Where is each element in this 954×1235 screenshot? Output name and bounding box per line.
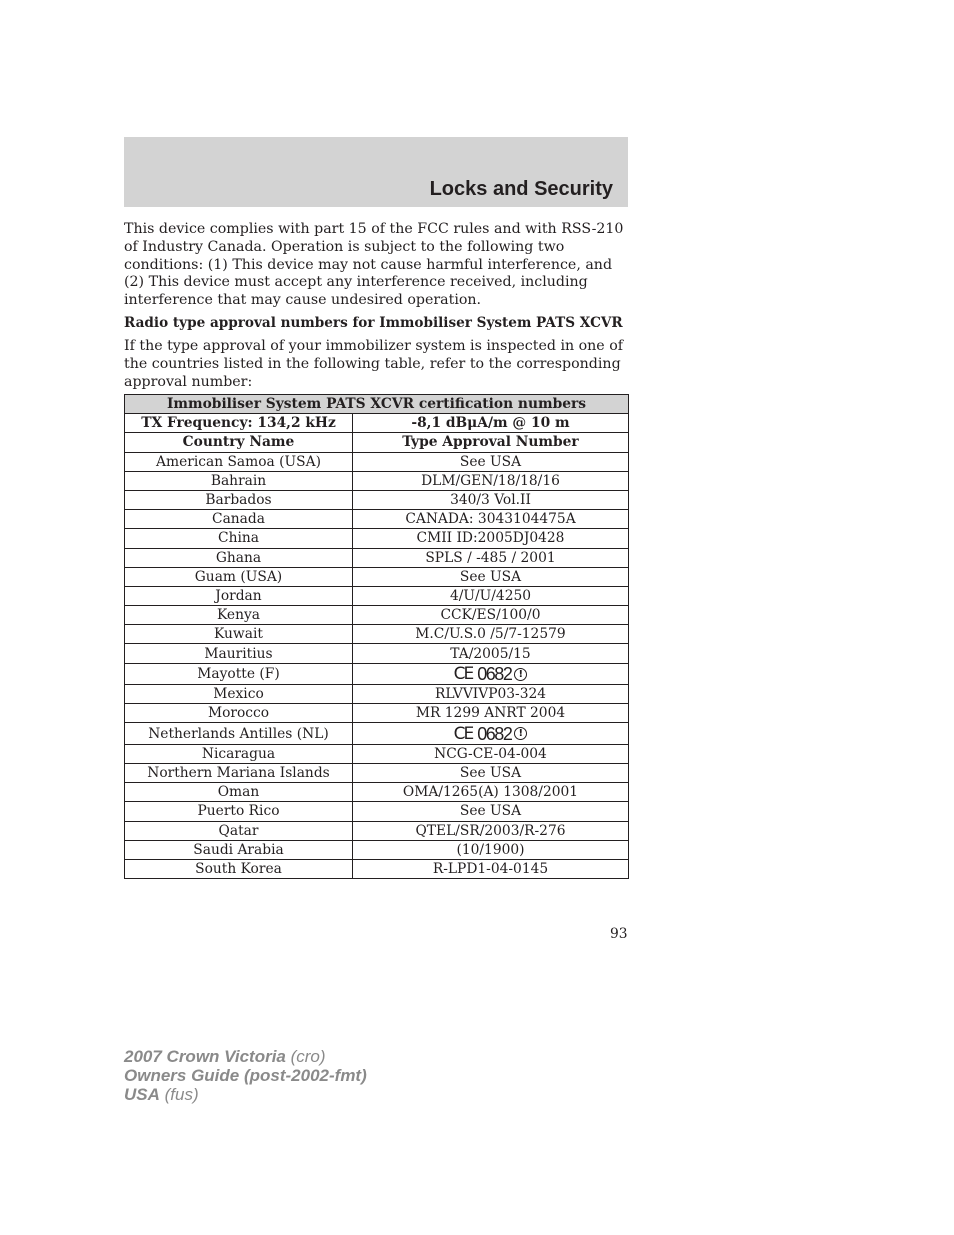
table-row bbox=[125, 567, 629, 586]
country-cell: Ghana bbox=[125, 548, 353, 567]
table-row bbox=[125, 606, 629, 625]
approval-number-cell: OMA/1265(A) 1308/2001 bbox=[353, 783, 629, 802]
alert-icon: ! bbox=[514, 727, 527, 740]
table-row bbox=[125, 529, 629, 548]
table-row bbox=[125, 744, 629, 763]
tx-frequency: TX Frequency: 134,2 kHz bbox=[125, 414, 353, 433]
fcc-compliance-paragraph: This device complies with part 15 of the FCC rules and with RSS-210 of Industry Canada. Operation is subject to the following two conditions: (1) This device may not cause harmful interference, and (2) This device must accept any interference received, including interference that may cause undesired operation. bbox=[124, 221, 624, 309]
country-cell: Kuwait bbox=[125, 625, 353, 644]
country-cell: Nicaragua bbox=[125, 744, 353, 763]
approval-number-cell: M.C/U.S.0 /5/7-12579 bbox=[353, 625, 629, 644]
ce-mark-cell bbox=[353, 663, 629, 684]
country-cell: American Samoa (USA) bbox=[125, 452, 353, 471]
table-intro-paragraph: If the type approval of your immobilizer system is inspected in one of the countries listed in the following table, refer to the corresponding approval number: bbox=[124, 338, 624, 390]
ce-letters: CE bbox=[453, 723, 473, 744]
approval-number-cell: See USA bbox=[353, 567, 629, 586]
approval-number-cell: SPLS / -485 / 2001 bbox=[353, 548, 629, 567]
table-row bbox=[125, 644, 629, 663]
approval-number-cell: MR 1299 ANRT 2004 bbox=[353, 704, 629, 723]
approval-number-cell: 340/3 Vol.II bbox=[353, 490, 629, 509]
approval-subheading: Radio type approval numbers for Immobiliser System PATS XCVR bbox=[124, 315, 623, 331]
alert-icon: ! bbox=[514, 668, 527, 681]
country-cell: Bahrain bbox=[125, 471, 353, 490]
table-row bbox=[125, 783, 629, 802]
table-row bbox=[125, 471, 629, 490]
approval-number-cell: See USA bbox=[353, 802, 629, 821]
table-row bbox=[125, 704, 629, 723]
ce-mark-icon bbox=[454, 665, 528, 683]
approval-number-cell: CCK/ES/100/0 bbox=[353, 606, 629, 625]
table-row bbox=[125, 452, 629, 471]
footer-line-market: USA (fus) bbox=[124, 1085, 199, 1104]
approval-number-cell: CMII ID:2005DJ0428 bbox=[353, 529, 629, 548]
country-cell: China bbox=[125, 529, 353, 548]
ce-letters: CE bbox=[453, 664, 473, 685]
country-cell: Northern Mariana Islands bbox=[125, 763, 353, 782]
column-header-country: Country Name bbox=[125, 433, 353, 452]
country-cell: Barbados bbox=[125, 490, 353, 509]
country-cell: Oman bbox=[125, 783, 353, 802]
country-cell: Jordan bbox=[125, 586, 353, 605]
approval-number-cell: NCG-CE-04-004 bbox=[353, 744, 629, 763]
country-cell: Saudi Arabia bbox=[125, 840, 353, 859]
country-cell: Canada bbox=[125, 510, 353, 529]
country-cell: Morocco bbox=[125, 704, 353, 723]
frequency-row bbox=[125, 414, 629, 433]
column-header-row bbox=[125, 433, 629, 452]
table-row bbox=[125, 548, 629, 567]
ce-mark-cell bbox=[353, 723, 629, 744]
table-row bbox=[125, 821, 629, 840]
footer-line-model: 2007 Crown Victoria (cro) bbox=[124, 1047, 326, 1066]
table-row bbox=[125, 586, 629, 605]
page-number: 93 bbox=[610, 926, 628, 942]
country-cell: Mayotte (F) bbox=[125, 663, 353, 684]
table-title-row bbox=[125, 395, 629, 414]
table-row bbox=[125, 859, 629, 878]
column-header-approval-number: Type Approval Number bbox=[353, 433, 629, 452]
country-cell: Qatar bbox=[125, 821, 353, 840]
section-header-band bbox=[124, 137, 628, 207]
approval-number-cell: DLM/GEN/18/18/16 bbox=[353, 471, 629, 490]
approval-number-cell: QTEL/SR/2003/R-276 bbox=[353, 821, 629, 840]
approval-number-cell: R-LPD1-04-0145 bbox=[353, 859, 629, 878]
approval-number-cell: TA/2005/15 bbox=[353, 644, 629, 663]
ce-mark-icon bbox=[454, 725, 528, 743]
country-cell: Mexico bbox=[125, 685, 353, 704]
table-row bbox=[125, 685, 629, 704]
country-cell: South Korea bbox=[125, 859, 353, 878]
table-row bbox=[125, 763, 629, 782]
approval-number-cell: See USA bbox=[353, 763, 629, 782]
table-row bbox=[125, 802, 629, 821]
approval-number-cell: 4/U/U/4250 bbox=[353, 586, 629, 605]
table-title: Immobiliser System PATS XCVR certification numbers bbox=[125, 395, 629, 414]
table-row bbox=[125, 840, 629, 859]
document-footer bbox=[124, 1047, 367, 1104]
country-cell: Guam (USA) bbox=[125, 567, 353, 586]
footer-line-guide: Owners Guide (post-2002-fmt) bbox=[124, 1066, 367, 1085]
country-cell: Netherlands Antilles (NL) bbox=[125, 723, 353, 744]
notified-body-number: 0682 bbox=[477, 664, 512, 685]
approval-number-cell: CANADA: 3043104475A bbox=[353, 510, 629, 529]
table-row bbox=[125, 723, 629, 744]
table-row bbox=[125, 510, 629, 529]
field-strength: -8,1 dBμA/m @ 10 m bbox=[353, 414, 629, 433]
table-row bbox=[125, 490, 629, 509]
approval-number-cell: (10/1900) bbox=[353, 840, 629, 859]
country-cell: Mauritius bbox=[125, 644, 353, 663]
table-row bbox=[125, 625, 629, 644]
approval-number-cell: See USA bbox=[353, 452, 629, 471]
notified-body-number: 0682 bbox=[477, 723, 512, 744]
country-cell: Puerto Rico bbox=[125, 802, 353, 821]
country-cell: Kenya bbox=[125, 606, 353, 625]
certification-table bbox=[124, 394, 629, 879]
section-title: Locks and Security bbox=[429, 178, 613, 200]
table-row bbox=[125, 663, 629, 684]
approval-number-cell: RLVVIVP03-324 bbox=[353, 685, 629, 704]
